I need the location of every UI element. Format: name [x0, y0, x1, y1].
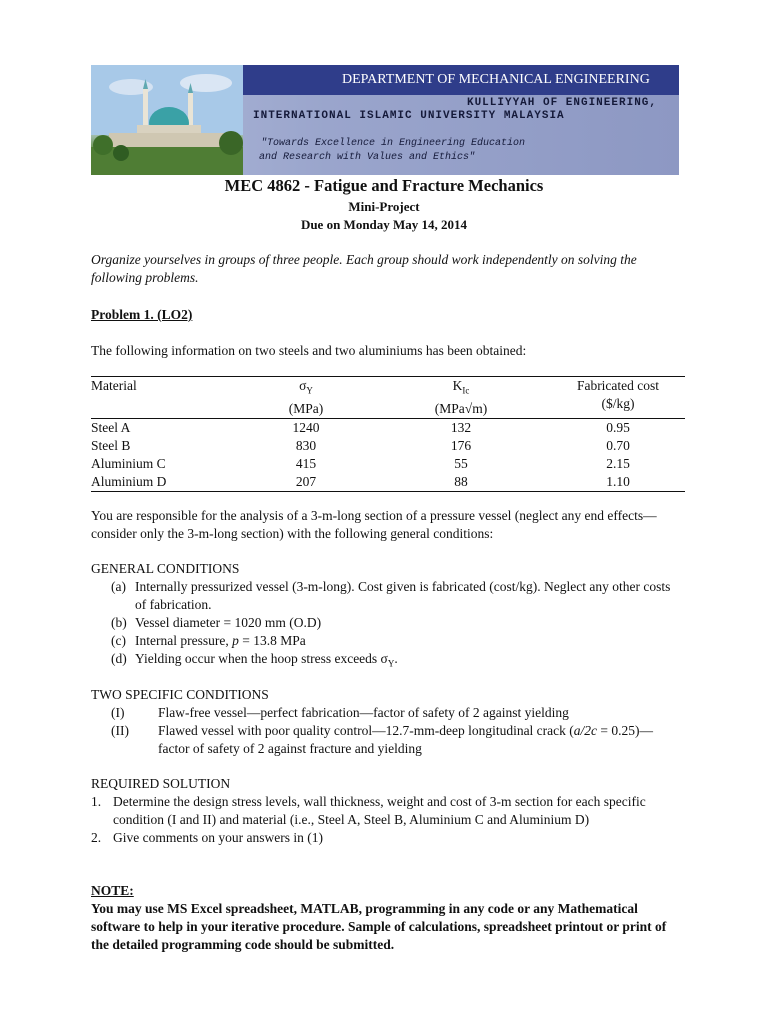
cell-yield: 1240	[292, 419, 320, 435]
problem-heading: Problem 1. (LO2)	[91, 307, 193, 322]
item-label: (b)	[111, 615, 127, 630]
cell-cost: 0.70	[606, 437, 630, 453]
group-instructions: Organize yourselves in groups of three people. Each group should work independently on solving the following problems.	[91, 252, 637, 285]
responsibility-text: You are responsible for the analysis of a 3-m-long section of a pressure vessel (neglect any end effects—consider only the 3-m-long section) with the following general conditions:	[91, 508, 657, 541]
table-row	[91, 418, 685, 437]
item-text: Vessel diameter = 1020 mm (O.D)	[135, 615, 322, 630]
cell-yield: 830	[295, 437, 317, 453]
item-text: Flaw-free vessel—perfect fabrication—factor of safety of 2 against yielding	[158, 705, 569, 720]
cell-toughness: 132	[450, 419, 472, 435]
item-text: Internally pressurized vessel (3-m-long). Cost given is fabricated (cost/kg). Neglect any other costs of fabrication.	[135, 579, 671, 612]
cell-cost: 0.95	[606, 419, 630, 435]
cell-yield: 207	[295, 473, 317, 489]
item-label: (d)	[111, 651, 127, 666]
course-title: MEC 4862 - Fatigue and Fracture Mechanics	[224, 176, 544, 195]
cell-cost: 2.15	[606, 455, 630, 471]
note-heading: NOTE:	[91, 883, 134, 898]
cell-cost: 1.10	[606, 473, 630, 489]
list-item	[111, 614, 671, 632]
item-text: Determine the design stress levels, wall thickness, weight and cost of 3-m section for each specific condition (I and II) and material (i.e., Steel A, Steel B, Aluminium C and Aluminium D)	[113, 794, 646, 827]
specific-conditions-heading: TWO SPECIFIC CONDITIONS	[91, 687, 269, 702]
motto-line-1: "Towards Excellence in Engineering Education	[261, 138, 526, 149]
item-label: (c)	[111, 633, 126, 648]
required-solution-list	[91, 793, 681, 847]
cell-material: Aluminium D	[91, 473, 167, 489]
cell-toughness: 88	[454, 473, 468, 489]
cell-yield: 415	[295, 455, 317, 471]
item-label: (II)	[111, 723, 129, 738]
cell-material: Steel A	[91, 419, 131, 435]
item-text: Yielding occur when the hoop stress exceeds $\sigma_Y$.	[135, 651, 398, 669]
cell-material: Steel B	[91, 437, 131, 453]
table-row	[91, 473, 685, 492]
item-label: 2.	[91, 830, 102, 845]
list-item	[91, 793, 681, 829]
department-banner	[91, 65, 679, 175]
project-subtitle: Mini-Project	[348, 199, 420, 214]
general-conditions-list	[111, 578, 671, 673]
list-item	[111, 650, 671, 673]
list-item	[111, 578, 671, 614]
header-fabricated-cost: Fabricated cost ($/kg)	[551, 377, 685, 419]
required-solution-heading: REQUIRED SOLUTION	[91, 776, 231, 791]
item-text: Give comments on your answers in (1)	[113, 830, 323, 845]
table-header-row	[91, 377, 685, 419]
table-row	[91, 437, 685, 455]
item-label: (I)	[111, 705, 125, 720]
list-item	[111, 704, 671, 722]
materials-table	[91, 376, 685, 492]
motto-line-2: and Research with Values and Ethics"	[259, 152, 476, 163]
header-material: Material	[91, 377, 241, 419]
specific-conditions-list	[111, 704, 671, 758]
department-name: DEPARTMENT OF MECHANICAL ENGINEERING	[243, 65, 679, 95]
list-item	[111, 722, 671, 758]
item-text: Flawed vessel with poor quality control—12.7-mm-deep longitudinal crack (a/2c = 0.25)—factor of safety of 2 against fracture and yielding	[158, 723, 654, 756]
header-yield-strength: $\sigma_Y$ (MPa)	[241, 377, 371, 419]
cell-toughness: 55	[454, 455, 468, 471]
kulliyyah-name: KULLIYYAH OF ENGINEERING,	[466, 97, 657, 109]
due-date: Due on Monday May 14, 2014	[300, 217, 468, 232]
cell-toughness: 176	[450, 437, 472, 453]
item-text: Internal pressure, p = 13.8 MPa	[135, 633, 306, 648]
cell-material: Aluminium C	[91, 455, 166, 471]
university-name: INTERNATIONAL ISLAMIC UNIVERSITY MALAYSIA	[253, 110, 565, 122]
item-label: (a)	[111, 579, 126, 594]
note-body: You may use MS Excel spreadsheet, MATLAB, programming in any code or any Mathematical software to help in your iterative procedure. Sample of calculations, spreadsheet printout or print of the detailed programming code should be submitted.	[91, 901, 667, 952]
table-row	[91, 455, 685, 473]
general-conditions-heading: GENERAL CONDITIONS	[91, 561, 240, 576]
list-item	[91, 829, 681, 847]
header-fracture-toughness: $K_{Ic}$ (MPa√m)	[371, 377, 551, 419]
item-label: 1.	[91, 794, 102, 809]
mosque-illustration	[91, 65, 243, 175]
list-item	[111, 632, 671, 650]
mosque-photo	[91, 65, 243, 175]
problem-intro: The following information on two steels and two aluminiums has been obtained:	[91, 343, 527, 358]
